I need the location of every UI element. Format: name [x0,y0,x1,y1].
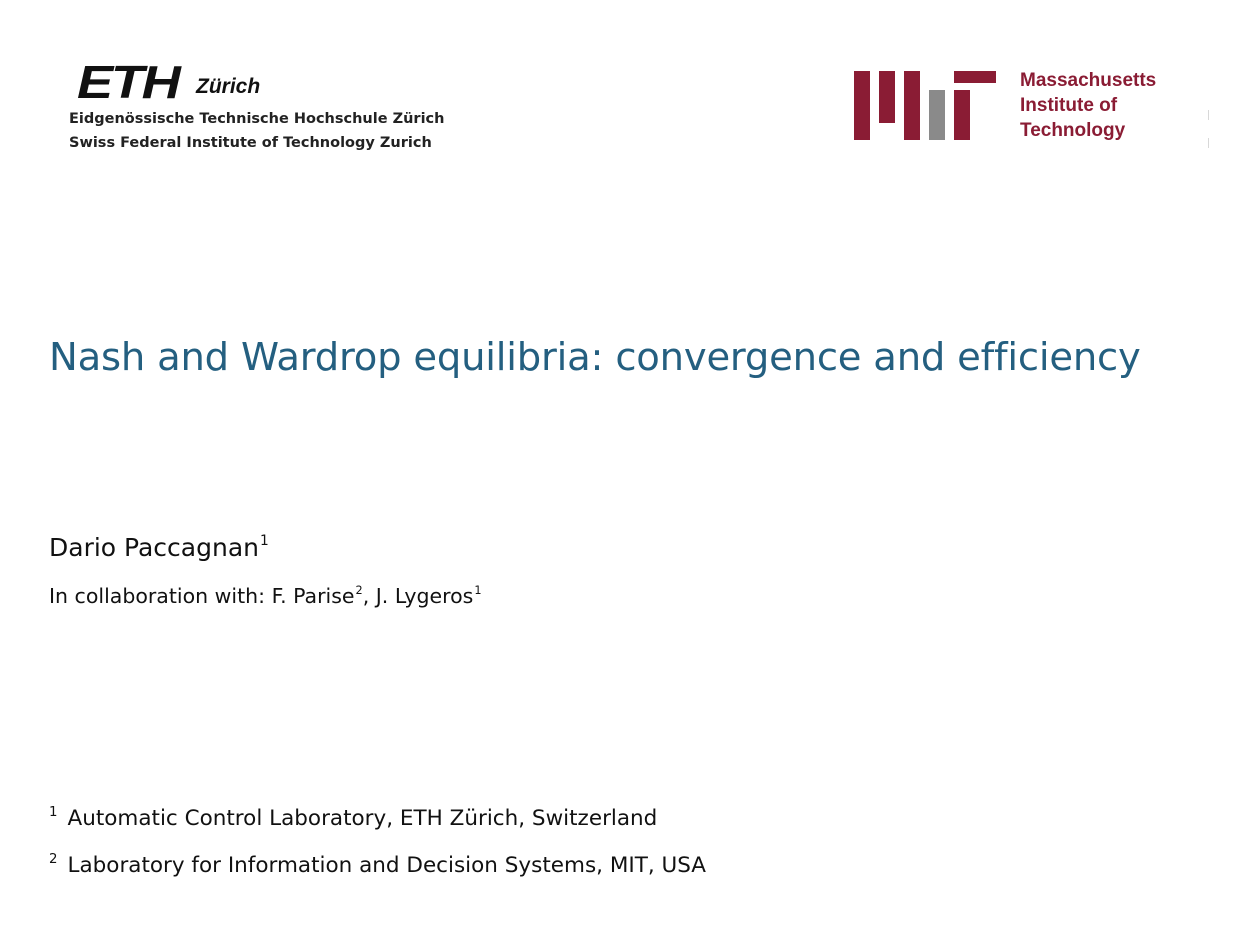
collaborator-affiliation-mark: 2 [355,583,363,597]
mit-logo-edge-mark [1208,138,1209,148]
eth-zurich-logo [69,56,489,157]
mit-bar-i [929,90,945,140]
mit-bar-m2 [879,71,895,123]
author-name: Dario Paccagnan [49,533,259,562]
affiliation-text: Laboratory for Information and Decision Systems, MIT, USA [67,853,706,878]
mit-logo-wordmark [1020,68,1156,143]
author-line [49,531,269,569]
mit-bar-t-top [954,71,996,83]
collaboration-prefix: In collaboration with: [49,584,272,608]
collaboration-line [49,581,482,615]
eth-logo-english-name: Swiss Federal Institute of Technology Zurich [69,135,432,151]
collaborator-affiliation-mark: 1 [474,583,482,597]
collaborator-separator: , [362,584,376,608]
affiliation-number: 1 [49,805,58,821]
eth-logo-city: Zürich [196,75,261,98]
mit-logo-line-3: Technology [1020,120,1126,141]
mit-logo-line-1: Massachusetts [1020,70,1157,91]
collaborator-name: J. Lygeros [375,584,474,608]
mit-bar-m1 [854,71,870,140]
author-affiliation-mark: 1 [260,533,269,549]
affiliation-text: Automatic Control Laboratory, ETH Zürich, Switzerland [67,806,658,831]
mit-logo-mark [854,68,996,140]
eth-logo-mark: ETH [77,56,179,108]
affiliation-item [49,851,706,884]
mit-bar-m3 [904,71,920,140]
mit-bar-t-stem [954,90,970,140]
slide-title: Nash and Wardrop equilibria: convergence and efficiency [49,335,1141,380]
affiliation-item [49,804,657,837]
eth-logo-german-name: Eidgenössische Technische Hochschule Zürich [69,111,445,127]
collaborator-name: F. Parise [271,584,355,608]
mit-logo-edge-mark [1208,110,1209,120]
mit-logo-line-2: Institute of [1020,95,1118,116]
mit-logo [854,68,1214,148]
affiliation-number: 2 [49,852,58,868]
